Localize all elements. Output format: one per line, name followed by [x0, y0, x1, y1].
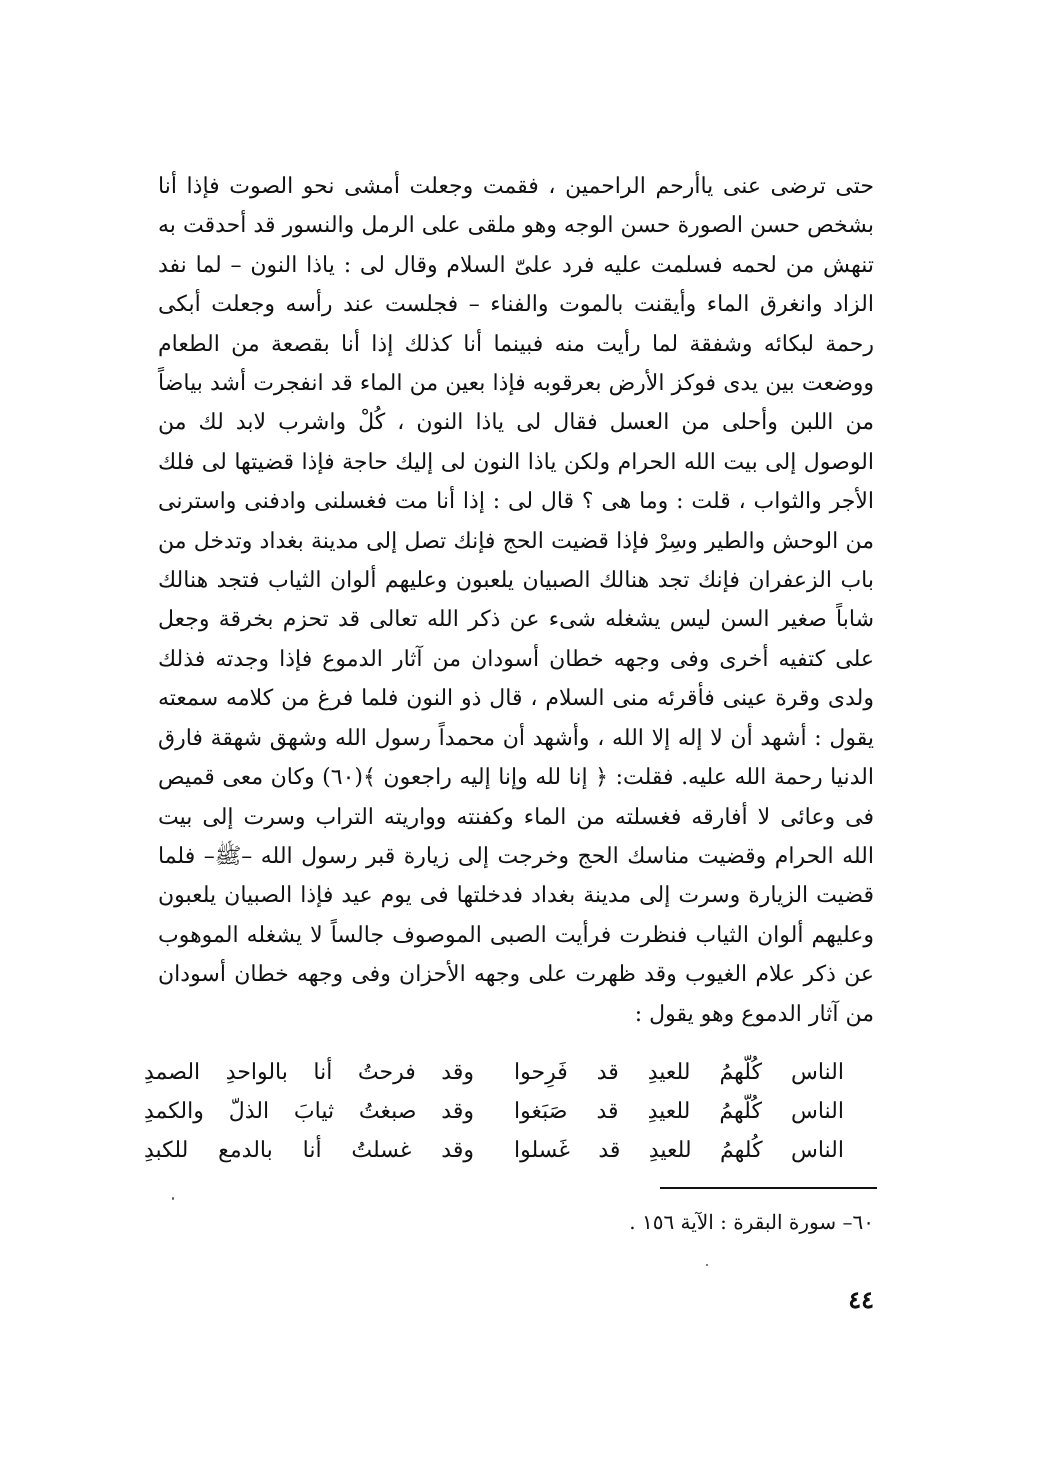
paragraph-text: حتى ترضى عنى ياأرحم الراحمين ، فقمت وجعلت أمشى نحو الصوت فإذا أنا بشخص حسن الصورة حسن الوجه وهو ملقى على الرمل والنسور قد أحدقت به تنهش من لحمه فسلمت عليه فرد علىّ السلام وقال لى : ياذا النون – لما نفد الزاد وانغرق الماء وأيقنت بالموت والفناء – فجلست عند رأسه وجعلت أبكى رحمة لبكائه وشفقة لما رأيت منه فبينما أنا كذلك إذا أنا بقصعة من الطعام ووضعت بين يدى فوكز الأرض بعرقوبه فإذا بعين من الماء قد انفجرت أشد بياضاً من اللبن وأحلى من العسل فقال لى ياذا النون ، كُلْ واشرب لابد لك من الوصول إلى بيت الله الحرام ولكن ياذا النون لى إليك حاجة فإذا قضيتها لى فلك الأجر والثواب ، قلت : وما هى ؟ قال لى : إذا أنا مت فغسلنى وادفنى واسترنى من الوحش والطير وسِرْ فإذا قضيت الحج فإنك تصل إلى مدينة بغداد وتدخل من باب الزعفران فإنك تجد هنالك الصبيان يلعبون وعليهم ألوان الثياب فتجد هنالك شاباً صغير السن ليس يشغله شىء عن ذكر الله تعالى قد تحزم بخرقة وجعل على كتفيه أخرى وفى وجهه خطان أسودان من آثار الدموع فإذا وجدته فذلك ولدى وقرة عينى فأقرئه منى السلام ، قال ذو النون فلما فرغ من كلامه سمعته يقول : أشهد أن لا إله إلا الله ، وأشهد أن محمداً رسول الله وشهق شهقة فارق الدنيا رحمة الله عليه. فقلت: ﴿ إنا لله وإنا إليه راجعون ﴾(٦٠) وكان معى قميص فى وعائى لا أفارقه فغسلته من الماء وكفنته وواريته التراب وسرت إلى بيت الله الحرام وقضيت مناسك الحج وخرجت إلى زيارة قبر رسول الله –ﷺ– فلما قضيت الزيارة وسرت إلى مدينة بغداد فدخلتها فى يوم عيد فإذا الصبيان يلعبون وعليهم ألوان الثياب فنظرت فرأيت الصبى الموصوف جالساً لا يشغله الموهوب عن ذكر علام الغيوب وقد ظهرت على وجهه الأحزان وفى وجهه خطان أسودان من آثار الدموع وهو يقول :	[158, 174, 874, 1027]
main-paragraph	[158, 167, 874, 1034]
scan-speck	[706, 1264, 708, 1266]
poem-verse	[144, 1092, 844, 1131]
verse-first-hemistich: الناس كُلّهمُ للعيدِ قد صَبَغوا	[514, 1099, 844, 1124]
page-number: ٤٤	[848, 1285, 874, 1314]
poem-verse	[144, 1053, 844, 1092]
verse-first-hemistich: الناس كُلهمُ للعيدِ قد غَسلوا	[514, 1138, 844, 1163]
verse-second-hemistich: وقد غسلتُ أنا بالدمع للكبدِ	[144, 1138, 474, 1163]
poem	[144, 1053, 844, 1170]
footnote: ٦٠– سورة البقرة : الآية ١٥٦ .	[629, 1210, 874, 1234]
verse-second-hemistich: وقد فرحتُ أنا بالواحدِ الصمدِ	[144, 1060, 474, 1085]
verse-first-hemistich: الناس كُلّهمُ للعيدِ قد فَرِحوا	[514, 1060, 844, 1085]
verse-second-hemistich: وقد صبغتُ ثيابَ الذلّ والكمدِ	[144, 1099, 474, 1124]
poem-verse	[144, 1131, 844, 1170]
footnote-divider	[660, 1187, 877, 1189]
scan-speck	[172, 1197, 174, 1200]
